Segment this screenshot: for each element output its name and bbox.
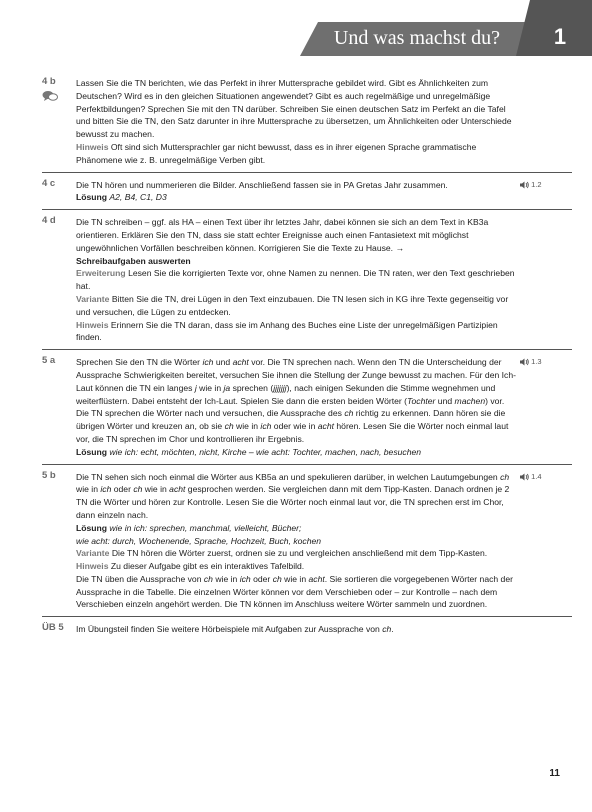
paragraph <box>76 573 516 611</box>
example-word: ja <box>223 382 231 393</box>
speaker-icon <box>520 358 529 366</box>
text: wie in <box>142 484 170 495</box>
example-word: ch <box>382 624 392 635</box>
content <box>42 74 572 641</box>
text: sprechen ( <box>230 382 274 393</box>
hinweis-keyword: Hinweis <box>76 561 109 572</box>
text: wie in <box>76 484 101 495</box>
section-label: ÜB 5 <box>42 622 64 634</box>
paragraph <box>76 471 516 522</box>
example-word: ch <box>500 471 510 482</box>
text: wie in <box>196 382 224 393</box>
audio-track[interactable] <box>520 472 542 481</box>
page-number: 11 <box>549 768 560 779</box>
example-word: ich <box>239 573 251 584</box>
example-word: ich <box>100 484 112 495</box>
section-label: 5 a <box>42 355 56 367</box>
example-word: machen <box>454 395 486 406</box>
text: und <box>213 357 233 368</box>
example-word: acht <box>169 484 186 495</box>
example-word: Tochter <box>407 395 436 406</box>
speaker-icon <box>520 473 529 481</box>
section-4b <box>42 74 572 173</box>
section-body <box>76 179 516 205</box>
loesung-keyword: Lösung <box>76 522 108 533</box>
paragraph <box>76 623 516 636</box>
text: wie in <box>212 573 240 584</box>
text: wie in <box>233 421 261 432</box>
loesung-text: wie ich: echt, möchten, nicht, Kirche – wie acht: Tochter, machen, nach, besuchen <box>109 446 422 457</box>
text: ) vor. Die TN sprechen die Wörter nach und versuchen, die Aussprache des <box>76 395 505 419</box>
audio-track[interactable] <box>520 180 542 189</box>
hinweis-keyword: Hinweis <box>76 141 109 152</box>
audio-track-number: 1.2 <box>531 179 542 189</box>
hinweis-text: Oft sind sich Muttersprachler gar nicht bewusst, dass es in ihrer eigenen Sprache grammatische Phänomene wie z. B. unregelmäßige Verben gibt. <box>76 141 477 165</box>
hinweis-text: Zu dieser Aufgabe gibt es ein interaktives Tafelbild. <box>110 561 305 572</box>
section-body <box>76 356 516 458</box>
section-label: 4 b <box>42 76 56 87</box>
speech-bubbles-icon <box>42 90 58 102</box>
example-word: ch <box>272 573 282 584</box>
section-ueb5 <box>42 620 572 641</box>
text: Im Übungsteil finden Sie weitere Hörbeispiele mit Aufgaben zur Aussprache von <box>76 624 383 635</box>
section-label: 4 c <box>42 177 56 189</box>
text: oder <box>250 573 273 584</box>
text: vor. Die TN sprechen nach. Wenn den TN die Unterscheidung der Aussprache Schwierigkeiten bereitet, versuchen Sie ihnen die Stellung der Zunge bewusst zu machen. Für den Ich-Laut können die TN ein langes <box>76 357 516 393</box>
speaker-icon <box>520 181 529 189</box>
hinweis-text: Erinnern Sie die TN daran, dass sie im Anhang des Buches eine Liste der unregelmäßigen Partizipien finden. <box>76 319 498 343</box>
section-body <box>76 471 516 612</box>
text: Die TN üben die Aussprache von <box>76 573 204 584</box>
text: . <box>391 624 394 635</box>
loesung-text: A2, B4, C1, D3 <box>109 192 167 203</box>
example-word: ch <box>344 408 354 419</box>
paragraph: Die TN hören und nummerieren die Bilder. Anschließend fassen sie in PA Gretas Jahr zusammen. <box>76 179 448 190</box>
audio-track-number: 1.4 <box>531 471 542 481</box>
section-4d <box>42 213 572 350</box>
paragraph: Lassen Sie die TN berichten, wie das Perfekt in ihrer Muttersprache gebildet wird. Gibt es Ähnlichkeiten zum Deutschen? Wird es in den gleichen Situationen angewendet? Gibt es auch regelmäßige und unregelmäßige Perfektbildungen? Sprechen Sie mit den TN darüber. Schreiben Sie einen deutschen Satz im Perfekt an die Tafel und bitten Sie die TN, den Satz darunter in ihre Muttersprache zu übersetzen, um Ähnlichkeiten oder Unterschiede bewusst zu machen. <box>76 78 512 140</box>
text: hören. Lesen Sie die Wörter noch einmal laut vor, die TN sprechen im Chor und kontrollieren ihr Ergebnis. <box>76 421 509 444</box>
example-word: acht <box>232 357 249 368</box>
text: und <box>435 395 455 406</box>
section-body <box>76 623 516 636</box>
text: wie in <box>281 573 309 584</box>
page-title: Und was machst du? <box>333 27 500 49</box>
loesung-keyword: Lösung <box>76 192 108 203</box>
text: oder wie in <box>271 421 318 432</box>
text: oder <box>111 484 134 495</box>
text: gesprochen werden. Sie vergleichen dann mit dem Tipp-Kasten. Danach ordnen je 2 TN die Wörter und hören zur Kontrolle. Lesen Sie die Wörter noch einmal laut vor, die TN sprechen erst im Chor, dann einzeln nach. <box>76 484 510 520</box>
paragraph: Die TN schreiben – ggf. als HA – einen Text über ihr letztes Jahr, dabei können sie sich an dem Text in KB3a orientieren. Erklären Sie den TN, dass sie statt echter Ereignisse auch einen Fantasietext mit möglichst ungewöhnlichen Vorfällen beschreiben können. Korrigieren Sie die Texte zu Hause. → <box>76 217 489 253</box>
example-word: ch <box>203 573 213 584</box>
example-word: ch <box>133 484 143 495</box>
example-word: ich <box>260 421 272 432</box>
text: Die TN sehen sich noch einmal die Wörter aus KB5a an und spekulieren darüber, in welchen Lautumgebungen <box>76 471 501 482</box>
audio-track-number: 1.3 <box>531 357 542 367</box>
text: richtig zu erkennen. Dann hören sie die übrigen Wörter und kreuzen an, ob sie <box>76 408 506 432</box>
example-word: ich <box>202 357 214 368</box>
section-body <box>76 77 516 167</box>
variante-keyword: Variante <box>76 293 110 304</box>
section-4c <box>42 176 572 211</box>
loesung-text: wie in ich: sprechen, manchmal, vielleicht, Bücher; <box>109 522 302 533</box>
audio-track[interactable] <box>520 357 542 366</box>
section-5b <box>42 468 572 618</box>
text: Sprechen Sie den TN die Wörter <box>76 357 203 368</box>
example-word: acht <box>308 573 325 584</box>
text: ), nach einigen Sekunden die Stimme wegnehmen und weiterflüstern. Dabei entsteht der Ich-Laut. Spielen Sie dann die ersten beiden Wörter ( <box>76 382 496 406</box>
paragraph <box>76 356 516 446</box>
loesung-text: wie acht: durch, Wochenende, Sprache, Hochzeit, Buch, kochen <box>76 535 322 546</box>
erweiterung-keyword: Erweiterung <box>76 268 126 279</box>
example-word: j <box>194 382 197 393</box>
variante-keyword: Variante <box>76 548 110 559</box>
example-word: jjjjjjj <box>273 382 287 393</box>
variante-text: Die TN hören die Wörter zuerst, ordnen sie zu und vergleichen anschließend mit dem Tipp-Kasten. <box>111 548 488 559</box>
hinweis-keyword: Hinweis <box>76 319 109 330</box>
variante-text: Bitten Sie die TN, drei Lügen in den Text einzubauen. Die TN lesen sich in KG ihre Texte gegenseitig vor und versuchen, die Lügen zu entdecken. <box>76 293 509 317</box>
erweiterung-text: Lesen Sie die korrigierten Texte vor, ohne Namen zu nennen. Die TN raten, wer den Text geschrieben hat. <box>76 268 515 292</box>
chapter-number: 1 <box>553 24 567 49</box>
section-5a <box>42 353 572 464</box>
example-word: ch <box>224 421 234 432</box>
cross-reference: Schreibaufgaben auswerten <box>76 255 191 266</box>
section-body <box>76 216 516 344</box>
section-label: 5 b <box>42 469 56 481</box>
loesung-keyword: Lösung <box>76 446 108 457</box>
example-word: acht <box>317 421 334 432</box>
section-label: 4 d <box>42 215 56 227</box>
text: . Sie sortieren die vorgegebenen Wörter nach der Aussprache in die Tabelle. Die einzelnen Wörter können vor dem Verschieben oder – zur Kontrolle – nach dem Verschieben einzeln angehört werden. Die TN können im Anschluss weitere Wörter sammeln und zuordnen. <box>76 573 513 610</box>
